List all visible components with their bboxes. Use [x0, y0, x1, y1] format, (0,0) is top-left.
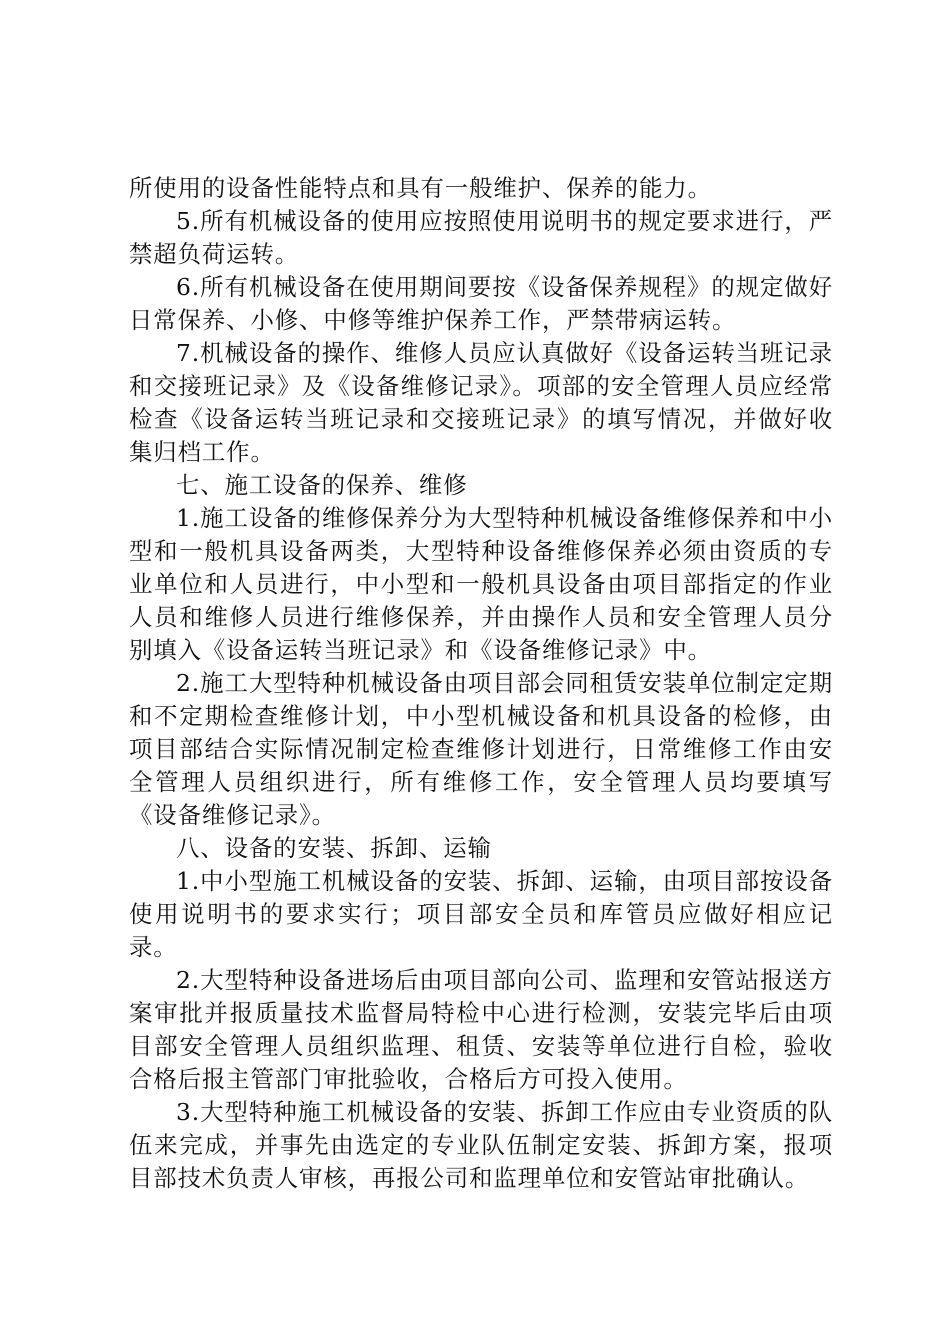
- paragraph-item-6: 6.所有机械设备在使用期间要按《设备保养规程》的规定做好日常保养、小修、中修等维护保养工作，严禁带病运转。: [129, 273, 833, 334]
- paragraph-item-7: 7.机械设备的操作、维修人员应认真做好《设备运转当班记录和交接班记录》及《设备维修记录》。项部的安全管理人员应经常检查《设备运转当班记录和交接班记录》的填写情况，并做好收集归档工作。: [129, 339, 833, 466]
- paragraph-section7-item-1: 1.施工设备的维修保养分为大型特种机械设备维修保养和中小型和一般机具设备两类，大型特种设备维修保养必须由资质的专业单位和人员进行，中小型和一般机具设备由项目部指定的作业人员和维修人员进行维修保养，并由操作人员和安全管理人员分别填入《设备运转当班记录》和《设备维修记录》中。: [129, 504, 833, 664]
- paragraph-section8-item-2: 2.大型特种设备进场后由项目部向公司、监理和安管站报送方案审批并报质量技术监督局特检中心进行检测，安装完毕后由项目部安全管理人员组织监理、租赁、安装等单位进行自检，验收合格后报主管部门审批验收，合格后方可投入使用。: [129, 966, 833, 1093]
- paragraph-section7-item-2: 2.施工大型特种机械设备由项目部会同租赁安装单位制定定期和不定期检查维修计划，中小型机械设备和机具设备的检修，由项目部结合实际情况制定检查维修计划进行，日常维修工作由安全管理人员组织进行，所有维修工作，安全管理人员均要填写《设备维修记录》。: [129, 669, 833, 829]
- paragraph-item-5: 5.所有机械设备的使用应按照使用说明书的规定要求进行，严禁超负荷运转。: [129, 207, 833, 268]
- section-heading-7: 七、施工设备的保养、维修: [176, 471, 468, 499]
- paragraph-section8-item-3: 3.大型特种施工机械设备的安装、拆卸工作应由专业资质的队伍来完成，并事先由选定的专业队伍制定安装、拆卸方案，报项目部技术负责人审核，再报公司和监理单位和安管站审批确认。: [129, 1098, 833, 1192]
- document-body: [129, 172, 833, 1195]
- paragraph-section8-item-1: 1.中小型施工机械设备的安装、拆卸、运输，由项目部按设备使用说明书的要求实行；项目部安全员和库管员应做好相应记录。: [129, 867, 833, 961]
- paragraph-continuation: 所使用的设备性能特点和具有一般维护、保养的能力。: [129, 174, 712, 202]
- section-heading-8: 八、设备的安装、拆卸、运输: [176, 834, 492, 862]
